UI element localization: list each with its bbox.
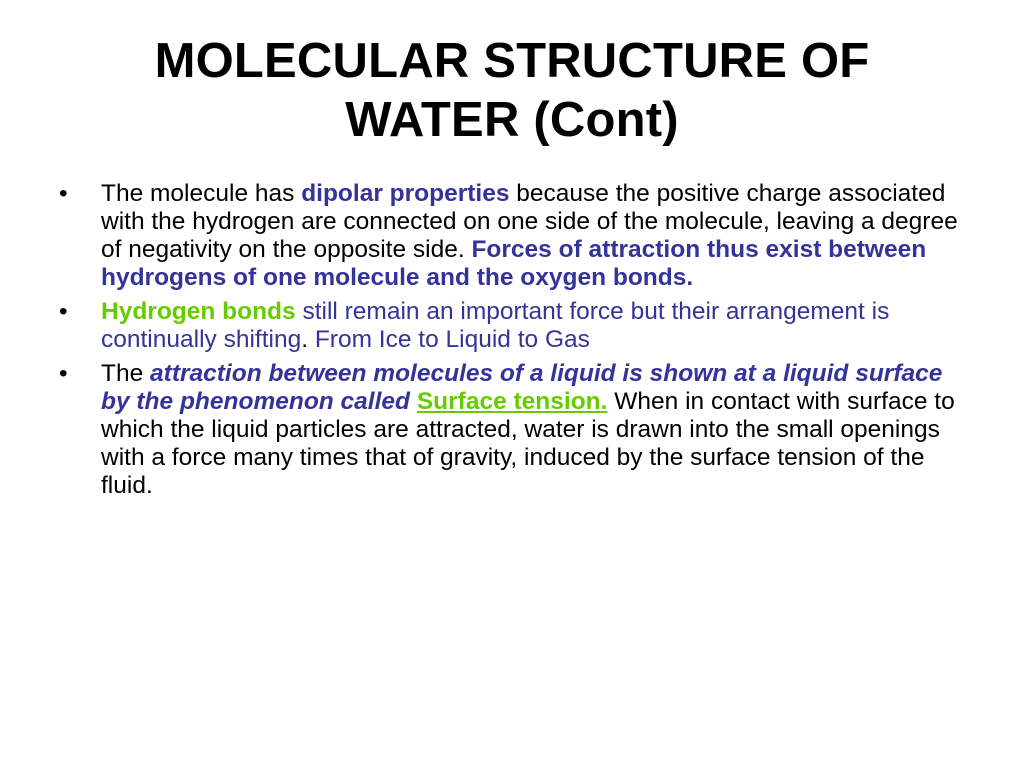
bullet-item-surface-tension (56, 360, 976, 500)
bullet-text: . (301, 326, 309, 353)
bullet-text: because the positive charge associated with the hydrogen are connected on one side of the molecule, leaving a degree of negativity on the opposite side. (101, 180, 958, 263)
surface-tension-link[interactable]: Surface tension (416, 388, 601, 415)
bullet-list (56, 180, 976, 506)
emphasis-forces-of-attraction: Forces of attraction thus exist between hydrogens of one molecule and the oxygen bonds. (101, 236, 927, 291)
bullet-text: still remain an important force but their arrangement is continually shifting (101, 298, 890, 353)
surface-tension-period: . (600, 388, 608, 415)
bullet-text: When in contact with surface to which the liquid particles are attracted, water is drawn into the small openings with a force many times that of gravity, induced by the surface tension of the fluid. (101, 388, 955, 499)
bullet-dot-icon: • (59, 360, 68, 387)
bullet-dot-icon: • (59, 180, 68, 207)
bullet-dot-icon: • (59, 298, 68, 325)
bullet-item-dipolar (56, 180, 976, 292)
emphasis-dipolar-properties: dipolar properties (301, 180, 510, 207)
slide-title-line-2: WATER (Cont) (345, 93, 679, 147)
slide-title-line-1: MOLECULAR STRUCTURE OF (154, 34, 870, 88)
emphasis-hydrogen-bonds: Hydrogen bonds (101, 298, 296, 325)
slide-title (60, 32, 964, 150)
emphasis-attraction-between-molecules: attraction between molecules of a liquid is shown at a liquid surface by the phenomenon called (101, 360, 943, 415)
bullet-text: The (101, 360, 151, 387)
bullet-item-hydrogen-bonds (56, 298, 976, 354)
bullet-text: The molecule has (101, 180, 302, 207)
bullet-text: From Ice to Liquid to Gas (308, 326, 590, 353)
